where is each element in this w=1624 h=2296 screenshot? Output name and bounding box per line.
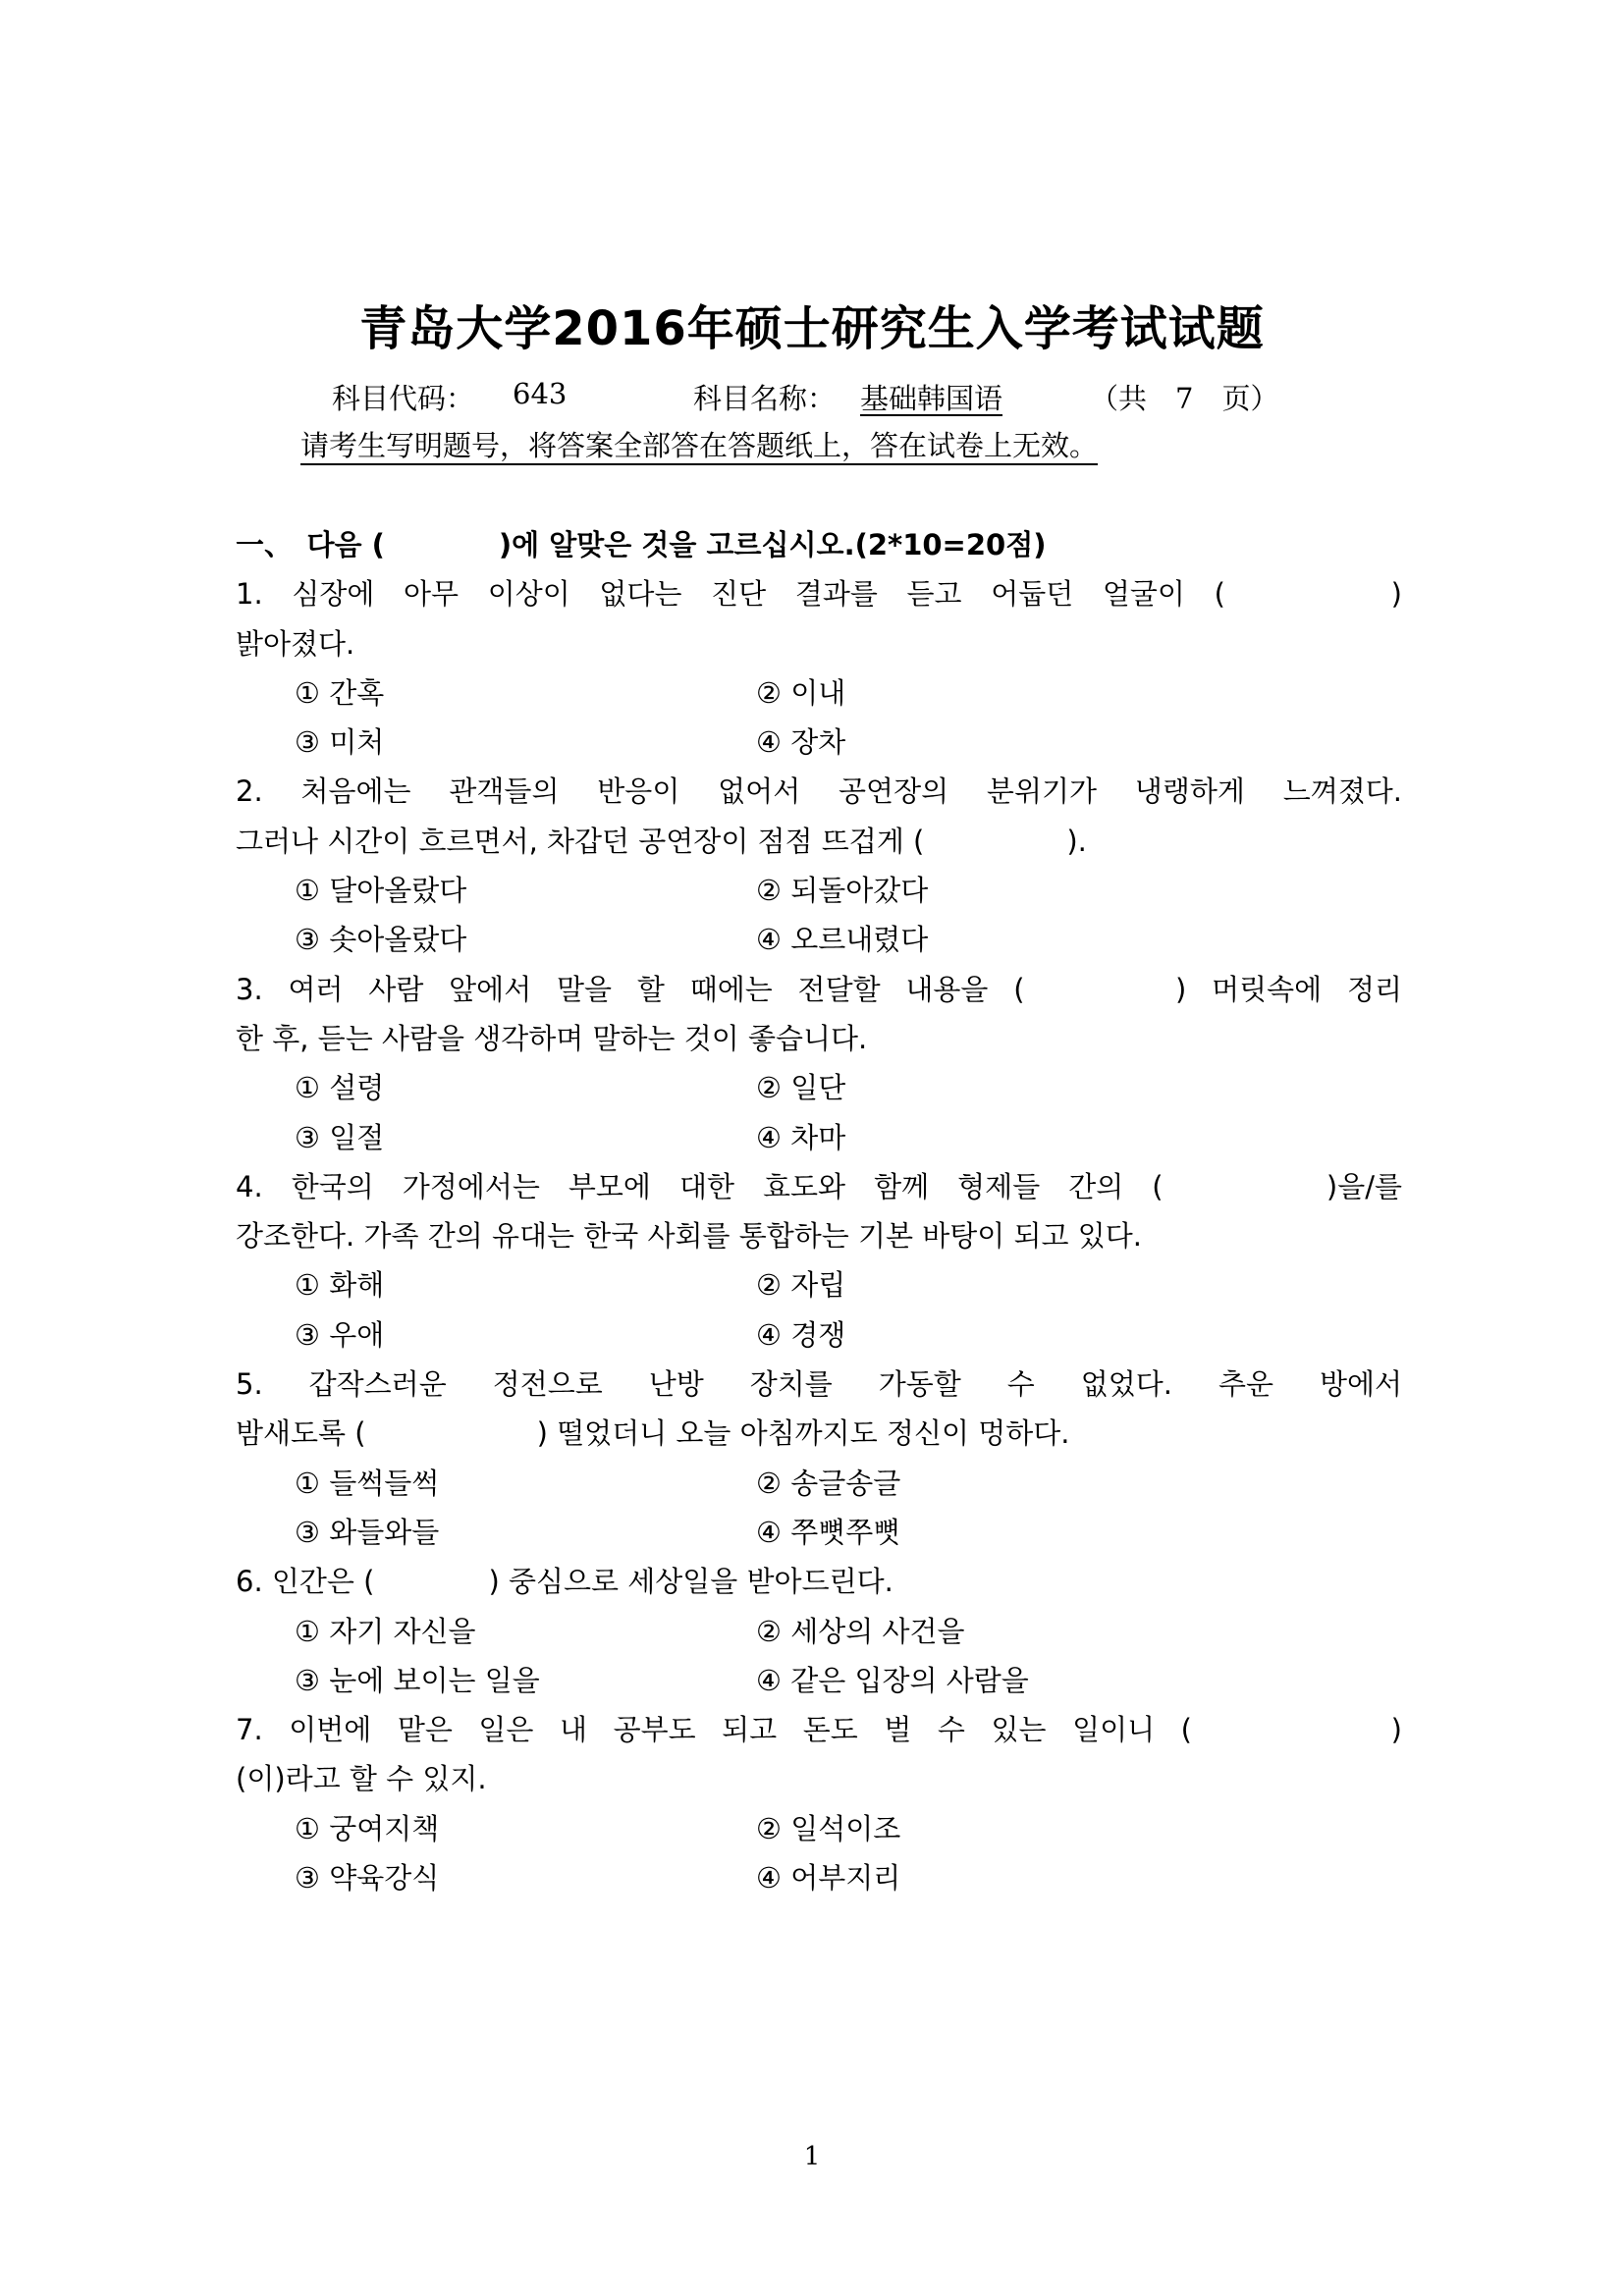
answer-option: ④ 경쟁	[756, 1317, 846, 1352]
subject-code: 643	[513, 377, 568, 410]
answer-option: ① 화해	[295, 1268, 385, 1303]
exam-title: 青岛大学2016年硕士研究生入学考试试题	[359, 301, 1265, 356]
question-text: 7. 이번에 맡은 일은 내 공부도 되고 돈도 벌 수 있는 일이니 ( )	[236, 1713, 1402, 1747]
page-number: 1	[803, 2142, 821, 2171]
option-row	[236, 1607, 1402, 1656]
answer-option: ④ 오르내렸다	[756, 923, 929, 957]
answer-option: ① 자기 자신을	[295, 1614, 476, 1648]
question-text: 5. 갑작스러운 정전으로 난방 장치를 가동할 수 없었다. 추운 방에서	[236, 1367, 1402, 1402]
question-text: 2. 처음에는 관객들의 반응이 없어서 공연장의 분위기가 냉랭하게 느껴졌다.	[236, 774, 1402, 809]
question-text: 밤새도록 ( ) 떨었더니 오늘 아침까지도 정신이 멍하다.	[236, 1416, 1070, 1451]
question-text: (이)라고 할 수 있지.	[236, 1762, 487, 1796]
option-row	[236, 1459, 1402, 1508]
option-row	[236, 668, 1402, 718]
option-row	[236, 866, 1402, 915]
answer-option: ③ 와들와들	[295, 1515, 440, 1549]
answer-option: ④ 어부지리	[756, 1861, 901, 1896]
answer-option: ③ 약육강식	[295, 1861, 440, 1896]
question-text: 강조한다. 가족 간의 유대는 한국 사회를 통합하는 기본 바탕이 되고 있다.	[236, 1219, 1143, 1254]
option-row	[236, 1656, 1402, 1705]
answer-option: ② 세상의 사건을	[756, 1614, 965, 1648]
answer-option: ① 들썩들썩	[295, 1466, 440, 1500]
answer-option: ② 일석이조	[756, 1811, 901, 1845]
subject-name-label: 科目名称：	[693, 382, 837, 415]
answer-option: ② 일단	[756, 1071, 846, 1105]
section-heading: 一、 다음 ( )에 알맞은 것을 고르십시오.(2*10=20점)	[236, 528, 1047, 561]
option-row	[236, 1260, 1402, 1309]
answer-option: ④ 차마	[756, 1120, 846, 1154]
exam-notice: 请考生写明题号，将答案全部答在答题纸上，答在试卷上无效。	[300, 429, 1099, 462]
exam-body	[236, 520, 1402, 1902]
option-row	[236, 1113, 1402, 1162]
answer-option: ③ 우애	[295, 1317, 385, 1352]
answer-option: ③ 일절	[295, 1120, 385, 1154]
question-text: 4. 한국의 가정에서는 부모에 대한 효도와 함께 형제들 간의 ( )을/를	[236, 1169, 1402, 1203]
question-text: 3. 여러 사람 앞에서 말을 할 때에는 전달할 내용을 ( ) 머릿속에 정리	[236, 972, 1402, 1006]
answer-option: ① 간혹	[295, 675, 385, 710]
answer-option: ③ 눈에 보이는 일을	[295, 1663, 540, 1697]
answer-option: ② 이내	[756, 675, 846, 710]
answer-option: ② 자립	[756, 1268, 846, 1303]
option-row	[236, 1804, 1402, 1853]
option-row	[236, 915, 1402, 964]
answer-option: ④ 장차	[756, 725, 846, 760]
answer-option: ① 궁여지책	[295, 1811, 440, 1845]
question-text: 밝아졌다.	[236, 626, 355, 661]
answer-option: ③ 미처	[295, 725, 385, 760]
page-count: （共 7 页）	[1090, 382, 1279, 415]
question-text: 그러나 시간이 흐르면서, 차갑던 공연장이 점점 뜨겁게 ( ).	[236, 824, 1087, 858]
option-row	[236, 718, 1402, 767]
answer-option: ② 송글송글	[756, 1466, 901, 1500]
answer-option: ② 되돌아갔다	[756, 874, 929, 908]
question-text: 한 후, 듣는 사람을 생각하며 말하는 것이 좋습니다.	[236, 1021, 868, 1055]
answer-option: ④ 같은 입장의 사람을	[756, 1663, 1029, 1697]
subject-code-label: 科目代码：	[332, 382, 475, 415]
option-row	[236, 1310, 1402, 1360]
option-row	[236, 1853, 1402, 1902]
question-text: 6. 인간은 ( ) 중심으로 세상일을 받아드린다.	[236, 1565, 893, 1599]
answer-option: ① 설령	[295, 1071, 385, 1105]
answer-option: ① 달아올랐다	[295, 874, 467, 908]
option-row	[236, 1063, 1402, 1112]
answer-option: ③ 솟아올랐다	[295, 923, 467, 957]
answer-option: ④ 쭈뼛쭈뼛	[756, 1515, 901, 1549]
option-row	[236, 1508, 1402, 1557]
question-text: 1. 심장에 아무 이상이 없다는 진단 결과를 듣고 어둡던 얼굴이 ( )	[236, 577, 1402, 612]
subject-name: 基础韩国语	[860, 382, 1003, 415]
